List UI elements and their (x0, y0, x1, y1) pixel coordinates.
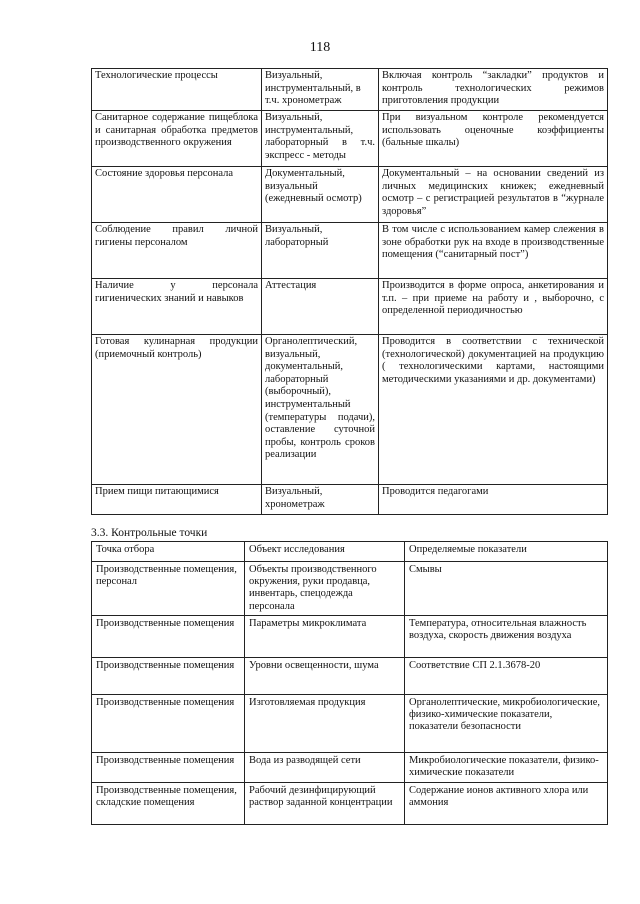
table-cell: Включая контроль “закладки” продуктов и контроль технологических режимов приготовления продукции (379, 69, 608, 111)
control-methods-table (91, 68, 608, 515)
table-cell: Документальный, визуальный (ежедневный осмотр) (262, 167, 379, 223)
page-number: 118 (309, 40, 331, 55)
table-header-row (92, 542, 608, 562)
table-cell: Органолептические, микробиологические, физико-химические показатели, показатели безопасности (405, 695, 608, 753)
table-cell: Органолептический, визуальный, документальный, лабораторный (выборочный), инструментальный (температуры подачи), оставление суточной пробы, контроль сроков реализации (262, 335, 379, 485)
column-header: Объект исследования (245, 542, 405, 562)
table-cell: Производственные помещения (92, 753, 245, 783)
table-cell: В том числе с использованием камер слежения в зоне обработки рук на входе в производственные помещения (“санитарный пост”) (379, 223, 608, 279)
table-cell: Производится в форме опроса, анкетирования и т.п. – при приеме на работу и , выборочно, с определенной периодичностью (379, 279, 608, 335)
table-cell: Вода из разводящей сети (245, 753, 405, 783)
table-cell: Производственные помещения (92, 695, 245, 753)
table-cell: Соответствие СП 2.1.3678-20 (405, 658, 608, 695)
table-cell: Визуальный, хронометраж (262, 485, 379, 515)
table-cell: При визуальном контроле рекомендуется использовать оценочные коэффициенты (бальные шкалы) (379, 111, 608, 167)
table-cell: Производственные помещения, складские помещения (92, 783, 245, 825)
table-cell: Температура, относительная влажность воздуха, скорость движения воздуха (405, 616, 608, 658)
table-cell: Производственные помещения, персонал (92, 562, 245, 616)
table-row (92, 335, 608, 485)
table-row (92, 783, 608, 825)
table-cell: Аттестация (262, 279, 379, 335)
column-header: Определяемые показатели (405, 542, 608, 562)
table-cell: Технологические процессы (92, 69, 262, 111)
table-row (92, 695, 608, 753)
table-cell: Объекты производственного окружения, руки продавца, инвентарь, спецодежда персонала (245, 562, 405, 616)
table-cell: Производственные помещения (92, 616, 245, 658)
table-cell: Проводится педагогами (379, 485, 608, 515)
table-cell: Документальный – на основании сведений из личных медицинских книжек; ежедневный осмотр – с регистрацией результатов в “журнале здоровья” (379, 167, 608, 223)
table-row (92, 223, 608, 279)
table-row (92, 753, 608, 783)
table-cell: Проводится в соответствии с технической (технологической) документацией на продукцию ( технологическими картами, настоящими методическими указаниями и др. документами) (379, 335, 608, 485)
table-row (92, 485, 608, 515)
table-cell: Производственные помещения (92, 658, 245, 695)
table-cell: Состояние здоровья персонала (92, 167, 262, 223)
table-cell: Соблюдение правил личной гигиены персоналом (92, 223, 262, 279)
table-cell: Изготовляемая продукция (245, 695, 405, 753)
table-row (92, 616, 608, 658)
table-cell: Визуальный, лабораторный (262, 223, 379, 279)
table-cell: Уровни освещенности, шума (245, 658, 405, 695)
table-row (92, 562, 608, 616)
table-cell: Визуальный, инструментальный, в т.ч. хронометраж (262, 69, 379, 111)
section-heading: 3.3. Контрольные точки (91, 527, 208, 539)
control-points-table (91, 541, 608, 825)
table-cell: Микробиологические показатели, физико-химические показатели (405, 753, 608, 783)
column-header: Точка отбора (92, 542, 245, 562)
table-cell: Готовая кулинарная продукции (приемочный контроль) (92, 335, 262, 485)
table-cell: Прием пищи питающимися (92, 485, 262, 515)
table-cell: Наличие у персонала гигиенических знаний и навыков (92, 279, 262, 335)
table-row (92, 658, 608, 695)
table-cell: Параметры микроклимата (245, 616, 405, 658)
table-cell: Визуальный, инструментальный, лабораторный в т.ч. экспресс - методы (262, 111, 379, 167)
table-cell: Содержание ионов активного хлора или аммония (405, 783, 608, 825)
table-row (92, 279, 608, 335)
table-cell: Смывы (405, 562, 608, 616)
table-cell: Рабочий дезинфицирующий раствор заданной концентрации (245, 783, 405, 825)
table-row (92, 69, 608, 111)
table-row (92, 111, 608, 167)
table-cell: Санитарное содержание пищеблока и санитарная обработка предметов производственного окружения (92, 111, 262, 167)
table-row (92, 167, 608, 223)
